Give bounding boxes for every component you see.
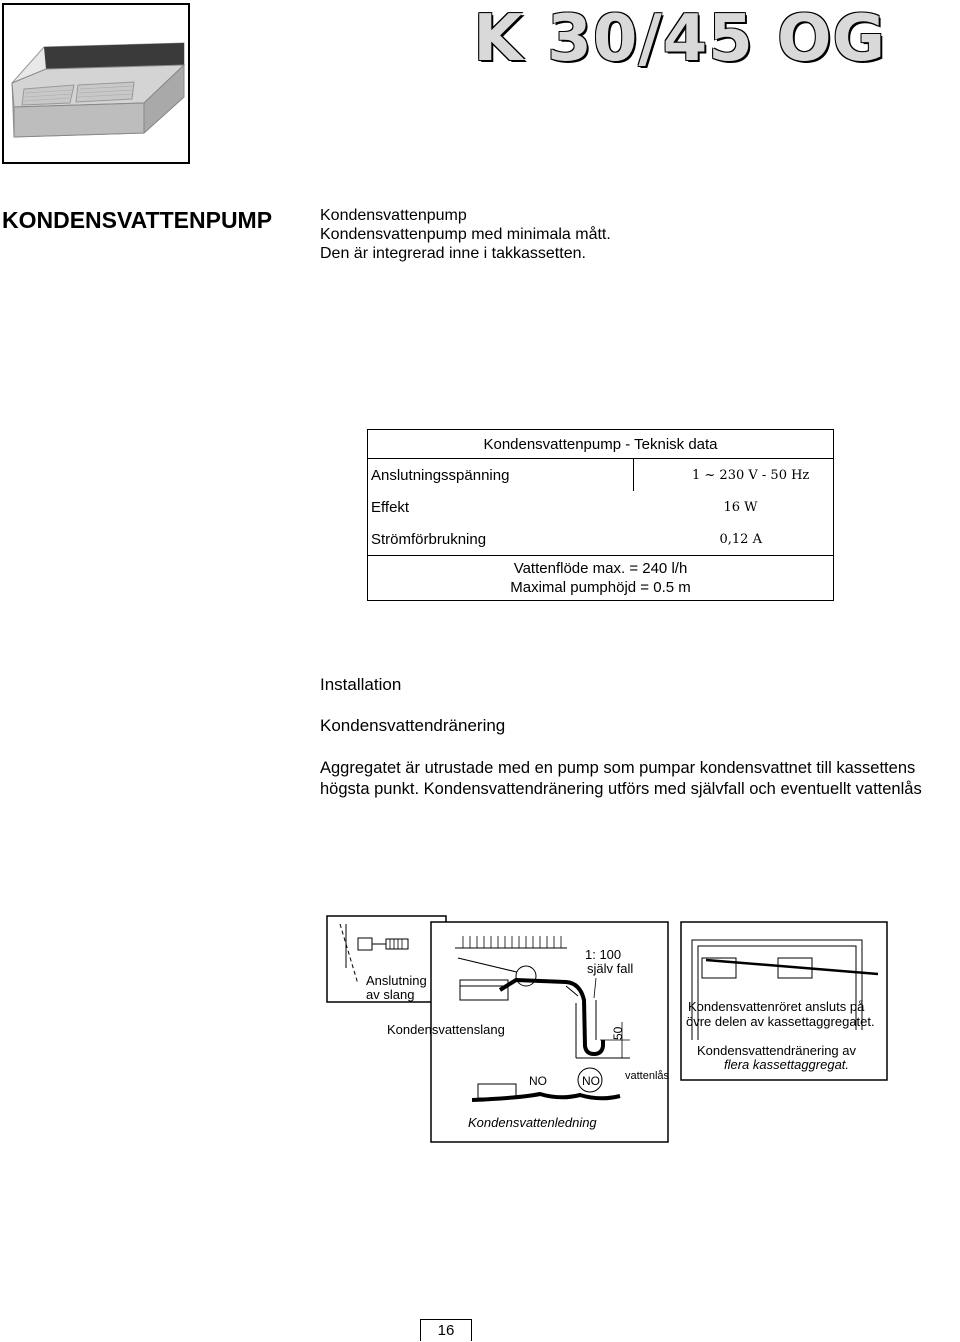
- pipe-label: Kondensvattenledning: [468, 1115, 597, 1130]
- table-row: [368, 523, 834, 556]
- trap-label: vattenlås: [625, 1070, 670, 1082]
- tech-data-table: [367, 429, 834, 601]
- product-photo: [2, 3, 190, 164]
- no-label-1: NO: [529, 1074, 547, 1088]
- row-label: Effekt: [368, 491, 634, 523]
- head-text: Maximal pumphöjd = 0.5 m: [510, 579, 691, 596]
- panel3-text-line3: Kondensvattendränering av: [697, 1043, 857, 1058]
- row-value-text: 0,12 A: [719, 531, 762, 547]
- row-value-text: 1 ~ 230 V - 50 Hz: [692, 467, 810, 483]
- row-value-text: 16 W: [723, 499, 758, 515]
- drainage-heading: Kondensvattendränering: [320, 716, 506, 735]
- panel3-text-line1: Kondensvattenröret ansluts på: [688, 999, 865, 1014]
- intro-text: [320, 206, 611, 263]
- installation-heading: Installation: [320, 675, 402, 694]
- intro-line: Kondensvattenpump med minimala mått.: [320, 226, 611, 243]
- no-label-2: NO: [582, 1074, 600, 1088]
- slope-label-line1: 1: 100: [585, 947, 622, 962]
- drainage-diagram: [0, 900, 960, 1160]
- model-title: K 30/45 OG: [473, 2, 886, 76]
- page-number: 16: [420, 1319, 472, 1341]
- row-value: [634, 459, 834, 492]
- row-value: [634, 523, 834, 556]
- panel-multiple-units: [681, 922, 887, 1080]
- intro-line: Den är integrerad inne i takkassetten.: [320, 245, 586, 262]
- table-row: [368, 459, 834, 492]
- row-label: Strömförbrukning: [368, 523, 634, 556]
- row-value: [634, 491, 834, 523]
- section-title: KONDENSVATTENPUMP: [2, 207, 273, 233]
- table-row: [368, 491, 834, 523]
- hose-label: Kondensvattenslang: [387, 1022, 505, 1037]
- dimension-label: 50: [611, 1026, 625, 1040]
- slope-label-line2: själv fall: [587, 961, 634, 976]
- panel3-text-line4: flera kassettaggregat.: [724, 1057, 850, 1072]
- drainage-paragraph: [320, 758, 960, 800]
- paragraph-line: Aggregatet är utrustade med en pump som pumpar kondensvattnet till kassettens: [320, 759, 916, 777]
- flow-text: Vattenflöde max. = 240 l/h: [513, 560, 688, 577]
- panel-hose-connection: [327, 916, 446, 1002]
- panel1-label-line1: Anslutning: [366, 973, 427, 988]
- panel3-text-line2: övre delen av kassettaggregatet.: [686, 1014, 875, 1029]
- cassette-unit-image: [4, 5, 188, 162]
- tech-table-title: Kondensvattenpump - Teknisk data: [368, 430, 834, 459]
- row-label: Anslutningsspänning: [368, 459, 634, 492]
- tech-table-footer: [368, 556, 834, 601]
- panel1-label-line2: av slang: [366, 987, 415, 1002]
- paragraph-line: högsta punkt. Kondensvattendränering utförs med självfall och eventuellt vattenlås: [320, 780, 922, 798]
- intro-line: Kondensvattenpump: [320, 207, 467, 224]
